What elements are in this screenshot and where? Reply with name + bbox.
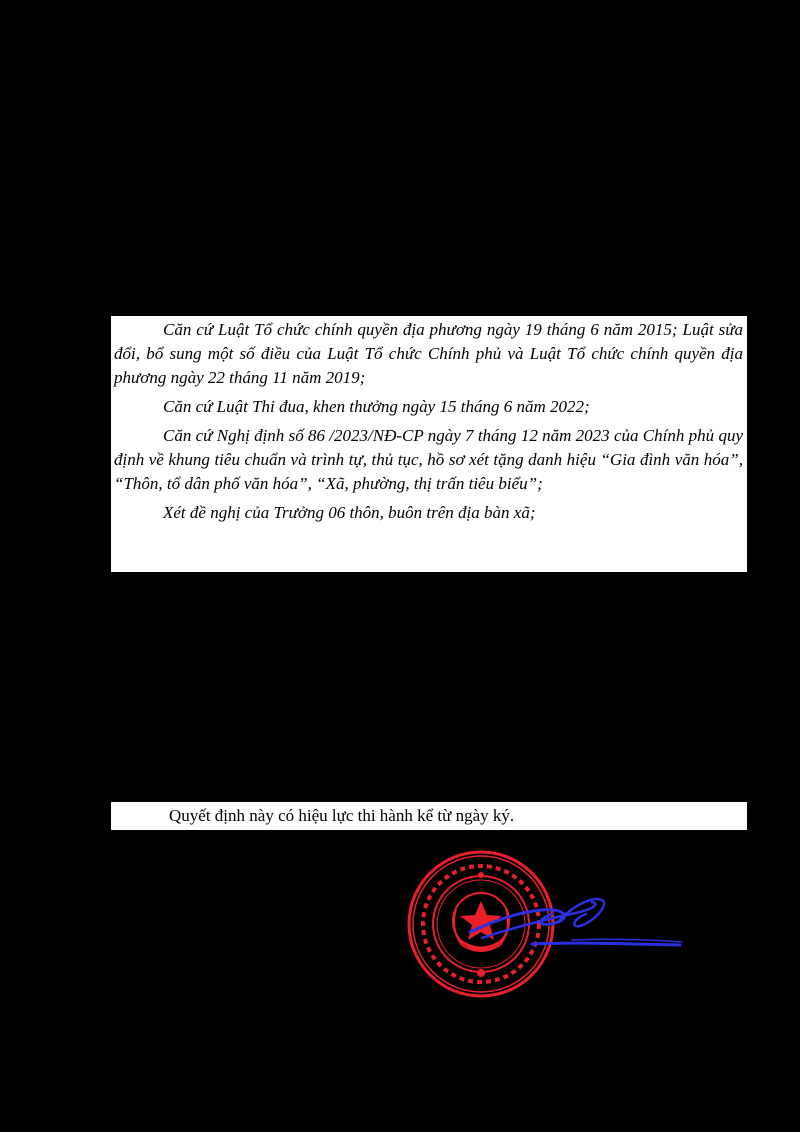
legal-basis-block <box>111 316 747 572</box>
legal-basis-paragraph-1: Căn cứ Luật Tổ chức chính quyền địa phương ngày 19 tháng 6 năm 2015; Luật sửa đổi, bổ sung một số điều của Luật Tổ chức Chính phủ và Luật Tổ chức chính quyền địa phương ngày 22 tháng 11 năm 2019; <box>114 320 743 387</box>
signature-icon <box>462 892 684 954</box>
effective-date-block <box>111 802 747 830</box>
legal-basis-paragraph-3: Căn cứ Nghị định số 86 /2023/NĐ-CP ngày 7 tháng 12 năm 2023 của Chính phủ quy định về khung tiêu chuẩn và trình tự, thủ tục, hồ sơ xét tặng danh hiệu “Gia đình văn hóa”, “Thôn, tổ dân phố văn hóa”, “Xã, phường, thị trấn tiêu biểu”; <box>114 426 743 493</box>
legal-basis-paragraph-2: Căn cứ Luật Thi đua, khen thưởng ngày 15 tháng 6 năm 2022; <box>163 397 590 416</box>
effective-date-text: Quyết định này có hiệu lực thi hành kể từ ngày ký. <box>169 806 515 825</box>
legal-basis-paragraph-4: Xét đề nghị của Trưởng 06 thôn, buôn trên địa bàn xã; <box>163 503 536 522</box>
